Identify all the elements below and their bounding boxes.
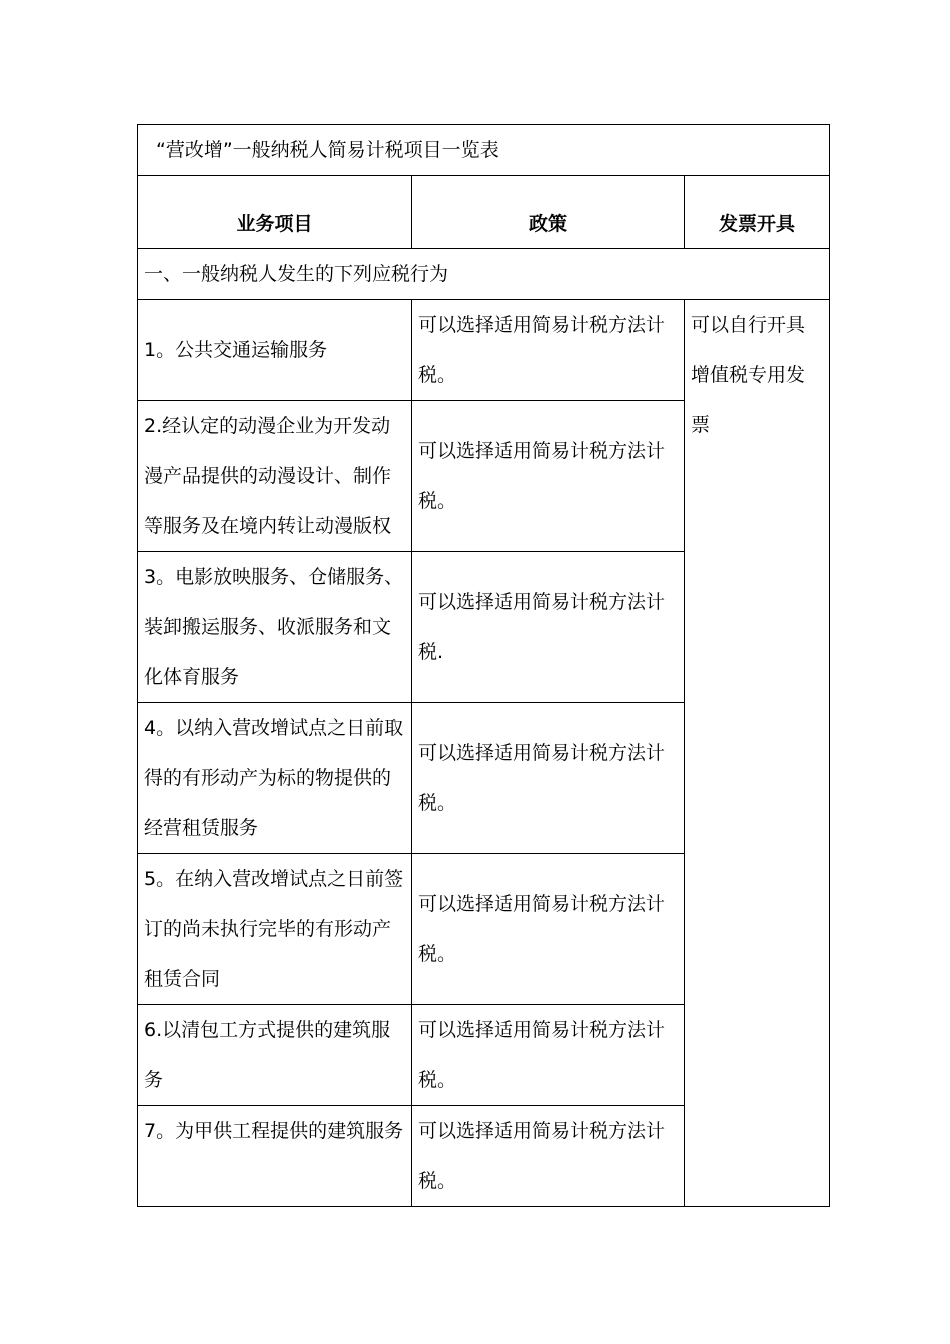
policy-cell: 可以选择适用简易计税方法计税。 <box>412 1106 685 1207</box>
invoice-note-cell: 可以自行开具增值税专用发票 <box>685 300 830 1207</box>
header-policy: 政策 <box>412 176 685 249</box>
table-title: “营改增”一般纳税人简易计税项目一览表 <box>138 125 830 176</box>
policy-cell: 可以选择适用简易计税方法计税。 <box>412 300 685 401</box>
policy-cell: 可以选择适用简易计税方法计税。 <box>412 1005 685 1106</box>
tax-items-table <box>137 124 830 1207</box>
policy-cell: 可以选择适用简易计税方法计税。 <box>412 703 685 854</box>
section-row <box>138 249 830 300</box>
business-item-cell: 2.经认定的动漫企业为开发动漫产品提供的动漫设计、制作等服务及在境内转让动漫版权 <box>138 401 412 552</box>
table-title-row <box>138 125 830 176</box>
table-header-row <box>138 176 830 249</box>
business-item-cell: 1。公共交通运输服务 <box>138 300 412 401</box>
policy-cell: 可以选择适用简易计税方法计税. <box>412 552 685 703</box>
policy-cell: 可以选择适用简易计税方法计税。 <box>412 854 685 1005</box>
section-title: 一、一般纳税人发生的下列应税行为 <box>138 249 830 300</box>
table-row <box>138 300 830 401</box>
business-item-cell: 5。在纳入营改增试点之日前签订的尚未执行完毕的有形动产租赁合同 <box>138 854 412 1005</box>
policy-cell: 可以选择适用简易计税方法计税。 <box>412 401 685 552</box>
business-item-cell: 7。为甲供工程提供的建筑服务 <box>138 1106 412 1207</box>
business-item-cell: 6.以清包工方式提供的建筑服务 <box>138 1005 412 1106</box>
header-business: 业务项目 <box>138 176 412 249</box>
business-item-cell: 3。电影放映服务、仓储服务、装卸搬运服务、收派服务和文化体育服务 <box>138 552 412 703</box>
header-invoice: 发票开具 <box>685 176 830 249</box>
business-item-cell: 4。以纳入营改增试点之日前取得的有形动产为标的物提供的经营租赁服务 <box>138 703 412 854</box>
